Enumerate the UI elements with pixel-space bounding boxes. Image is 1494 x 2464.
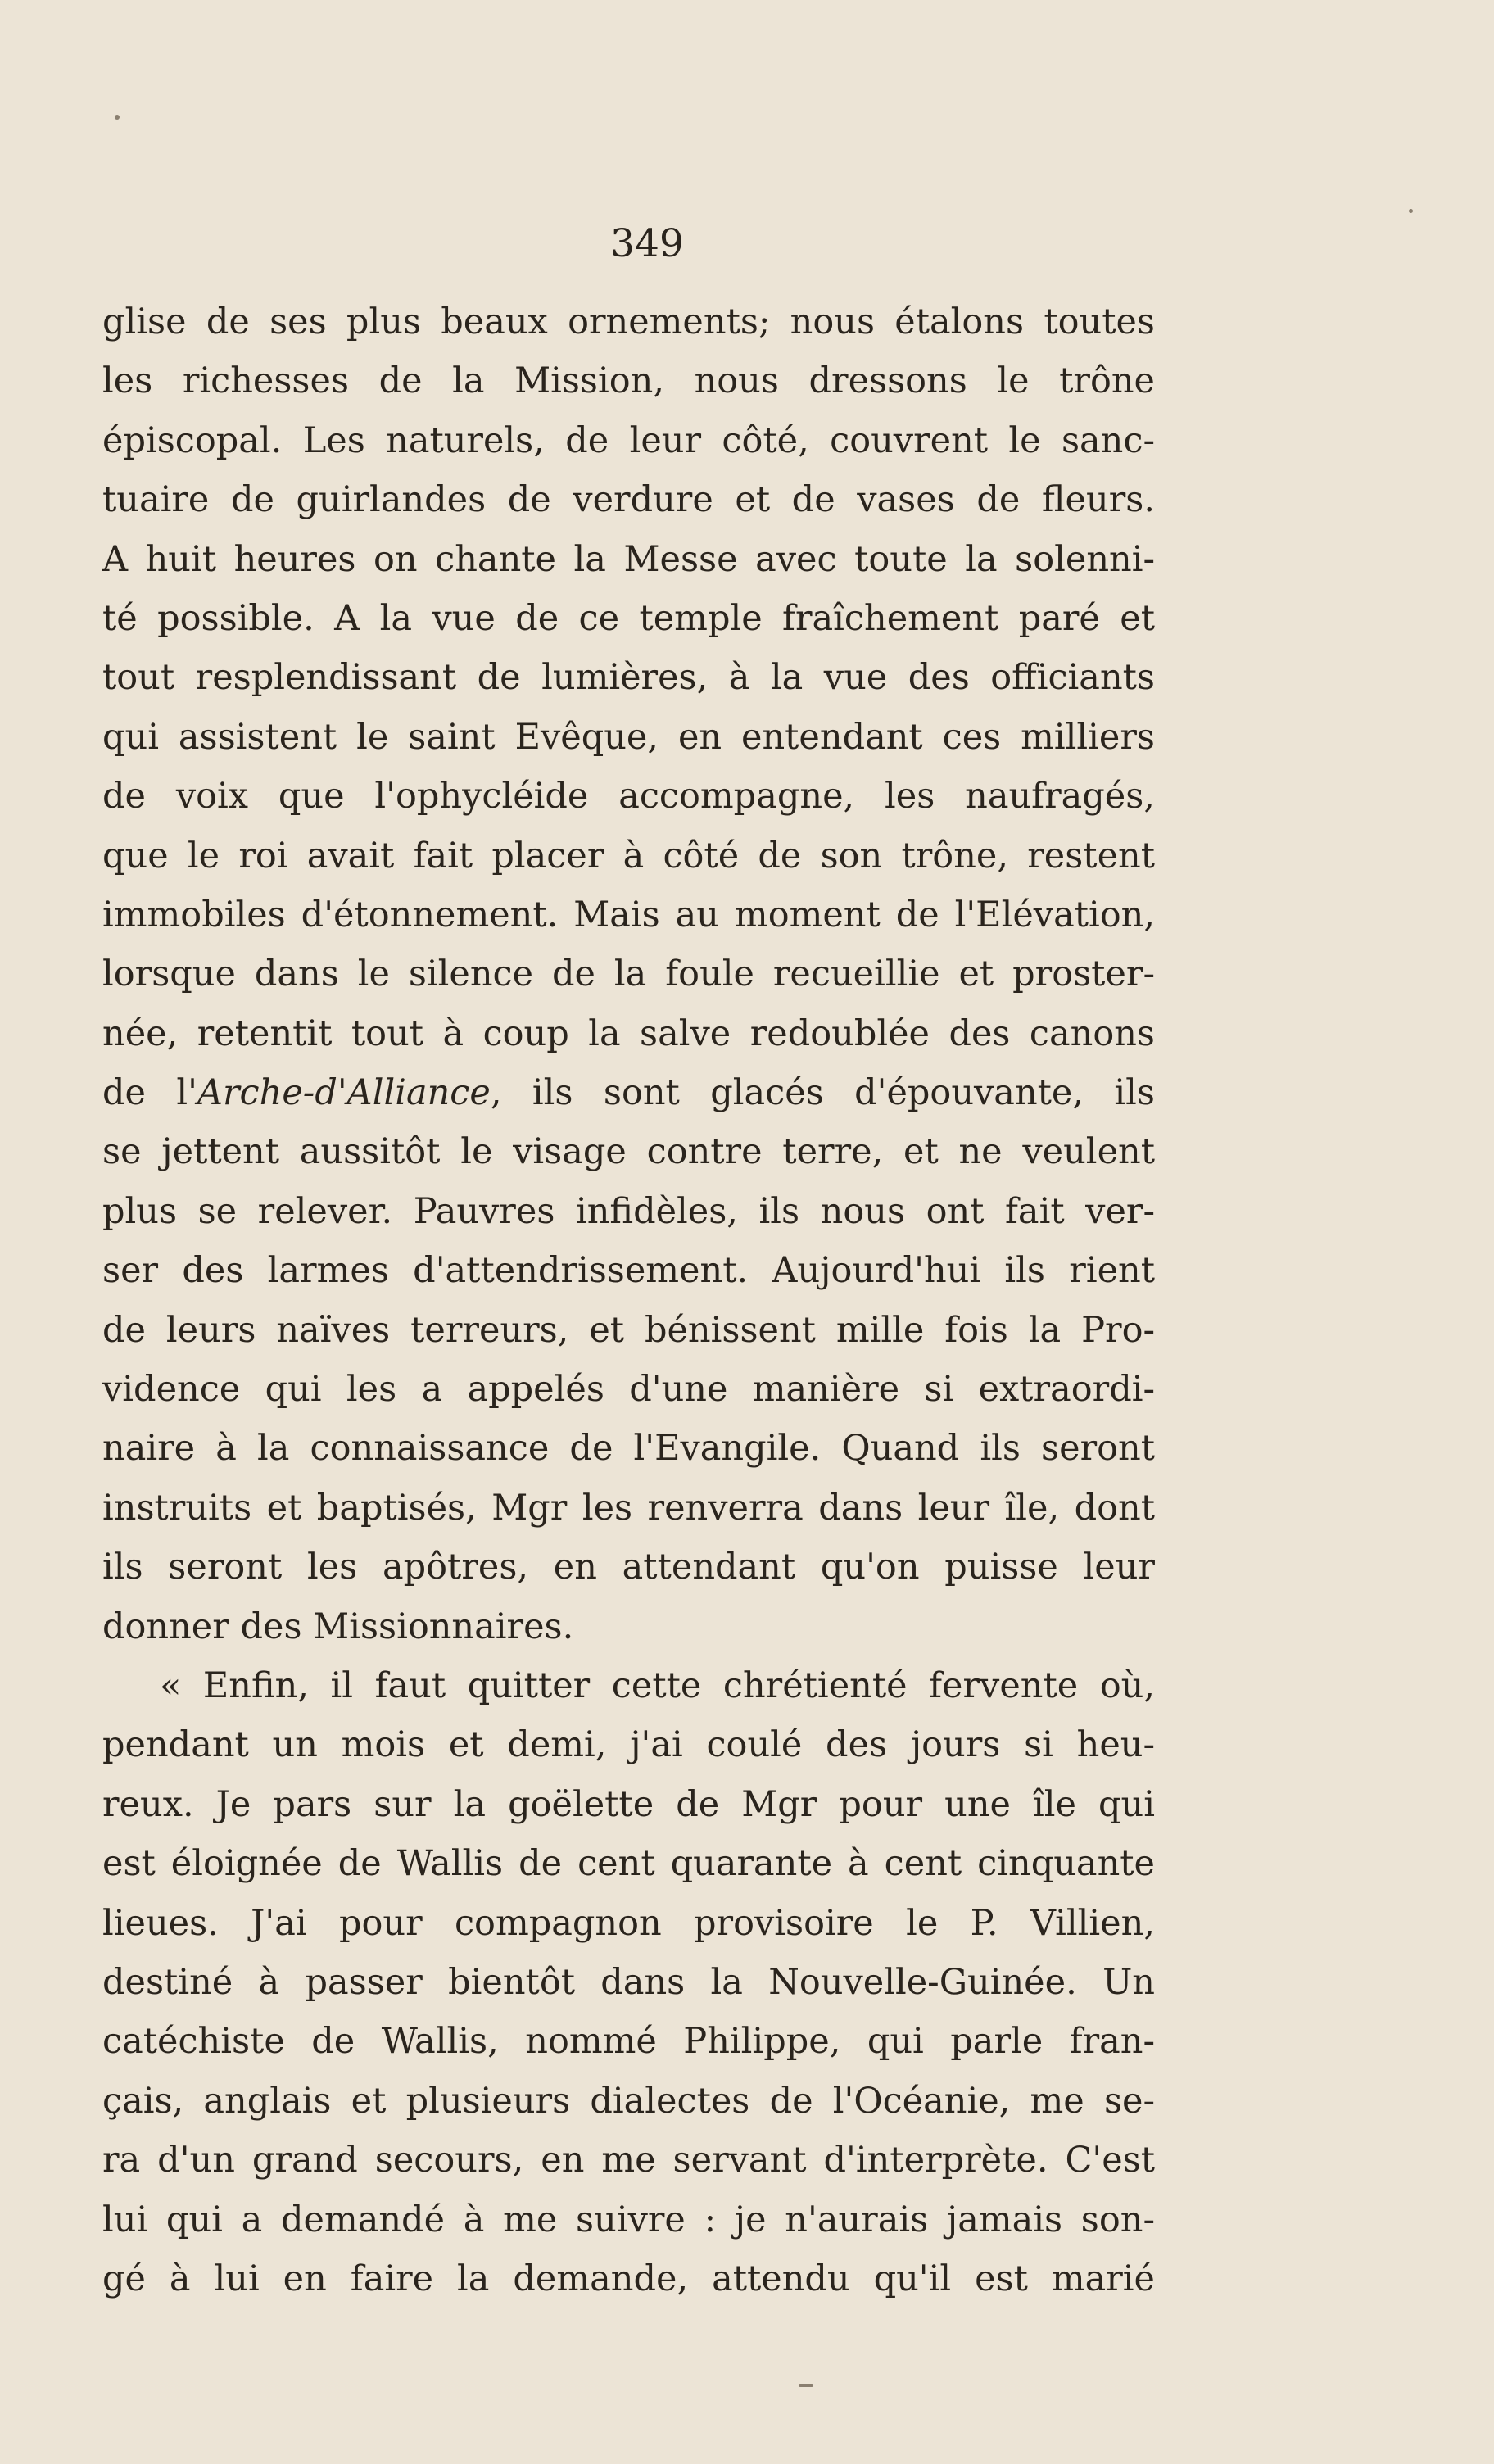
text-line: lorsque dans le silence de la foule recueillie et proster- bbox=[102, 953, 1155, 995]
text-line: instruits et baptisés, Mgr les renverra dans leur île, dont bbox=[102, 1487, 1155, 1529]
text-line: immobiles d'étonnement. Mais au moment de l'Elévation, bbox=[102, 894, 1155, 935]
text-line: épiscopal. Les naturels, de leur côté, couvrent le sanc- bbox=[102, 419, 1155, 461]
text-line: tuaire de guirlandes de verdure et de vases de fleurs. bbox=[102, 479, 1155, 521]
text-line: que le roi avait fait placer à côté de son trône, restent bbox=[102, 835, 1155, 876]
text-line: de voix que l'ophycléide accompagne, les naufragés, bbox=[102, 776, 1155, 818]
text-line: catéchiste de Wallis, nommé Philippe, qui parle fran- bbox=[102, 2021, 1155, 2063]
text-line: se jettent aussitôt le visage contre terre, et ne veulent bbox=[102, 1131, 1155, 1173]
paper-speck bbox=[1409, 209, 1413, 213]
text-line: A huit heures on chante la Messe avec toute la solenni- bbox=[102, 538, 1155, 580]
text-line: lui qui a demandé à me suivre : je n'aurais jamais son- bbox=[102, 2199, 1155, 2240]
text-line: gé à lui en faire la demande, attendu qu'il est marié bbox=[102, 2258, 1155, 2299]
text-segment: de l' bbox=[102, 1072, 197, 1114]
text-line: reux. Je pars sur la goëlette de Mgr pour une île qui bbox=[102, 1783, 1155, 1825]
text-line: de leurs naïves terreurs, et bénissent mille fois la Pro- bbox=[102, 1309, 1155, 1351]
text-line: glise de ses plus beaux ornements; nous étalons toutes bbox=[102, 301, 1155, 342]
text-segment: , ils sont glacés d'épouvante, ils bbox=[490, 1072, 1155, 1114]
text-line: est éloignée de Wallis de cent quarante à cent cinquante bbox=[102, 1843, 1155, 1885]
ship-name-italic: Arche-d'Alliance bbox=[197, 1072, 491, 1114]
body-text bbox=[102, 292, 1155, 2308]
page-number: 349 bbox=[610, 221, 684, 266]
text-line: plus se relever. Pauvres infidèles, ils nous ont fait ver- bbox=[102, 1190, 1155, 1232]
text-line-with-italic bbox=[102, 1063, 1155, 1122]
text-line: destiné à passer bientôt dans la Nouvelle-Guinée. Un bbox=[102, 1961, 1155, 2003]
paragraph-start-line: « Enfin, il faut quitter cette chrétienté fervente où, bbox=[160, 1665, 1155, 1706]
text-line: naire à la connaissance de l'Evangile. Quand ils seront bbox=[102, 1428, 1155, 1470]
paper-speck bbox=[799, 2384, 813, 2387]
text-line: çais, anglais et plusieurs dialectes de l'Océanie, me se- bbox=[102, 2080, 1155, 2122]
paper-speck bbox=[115, 115, 120, 120]
text-line: ra d'un grand secours, en me servant d'interprète. C'est bbox=[102, 2140, 1155, 2181]
text-line: ils seront les apôtres, en attendant qu'on puisse leur bbox=[102, 1547, 1155, 1588]
text-line: ser des larmes d'attendrissement. Aujourd'hui ils rient bbox=[102, 1250, 1155, 1292]
text-line: née, retentit tout à coup la salve redoublée des canons bbox=[102, 1012, 1155, 1054]
text-line: té possible. A la vue de ce temple fraîchement paré et bbox=[102, 597, 1155, 639]
paragraph-end-line: donner des Missionnaires. bbox=[102, 1606, 574, 1647]
text-line: tout resplendissant de lumières, à la vue des officiants bbox=[102, 657, 1155, 699]
text-line: pendant un mois et demi, j'ai coulé des jours si heu- bbox=[102, 1724, 1155, 1766]
text-line: lieues. J'ai pour compagnon provisoire le P. Villien, bbox=[102, 1902, 1155, 1944]
text-line: vidence qui les a appelés d'une manière si extraordi- bbox=[102, 1369, 1155, 1411]
text-line: les richesses de la Mission, nous dressons le trône bbox=[102, 360, 1155, 402]
text-line: qui assistent le saint Evêque, en entendant ces milliers bbox=[102, 716, 1155, 758]
